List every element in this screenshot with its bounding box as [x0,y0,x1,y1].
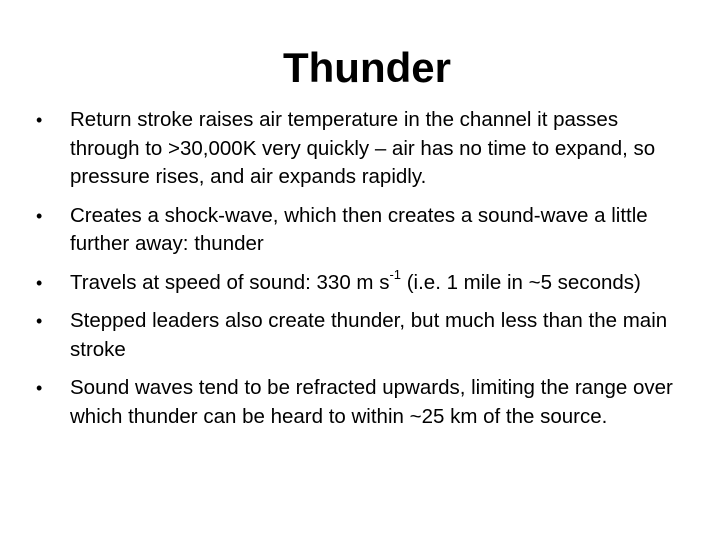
bullet-text: Return stroke raises air temperature in the channel it passes through to >30,000K very quickly – air has no time to expand, so pressure rises, and air expands rapidly. [70,108,656,188]
bullet-text-part: Travels at speed of sound: 330 m s [70,270,390,294]
superscript-exponent: -1 [389,266,402,282]
bullet-item [36,202,686,259]
bullet-text: Stepped leaders also create thunder, but much less than the main stroke [70,309,668,361]
bullet-text-part: (i.e. 1 mile in ~5 seconds) [401,270,641,294]
bullet-item [36,106,686,192]
bullet-item [36,374,686,431]
bullet-item [36,307,686,364]
bullet-list [36,106,686,441]
bullet-dot-icon: • [36,110,43,130]
bullet-dot-icon: • [36,205,43,226]
bullet-dot-icon: • [36,311,43,331]
bullet-dot-icon: • [36,378,43,398]
bullet-item [36,266,686,298]
bullet-text: Creates a shock-wave, which then creates a sound-wave a little further away: thunder [70,203,648,255]
bullet-dot-icon: • [36,272,43,293]
bullet-text: Sound waves tend to be refracted upwards, limiting the range over which thunder can be heard to within ~25 km of the source. [70,376,673,428]
slide-title: Thunder [283,44,451,91]
bullet-text [70,266,641,294]
